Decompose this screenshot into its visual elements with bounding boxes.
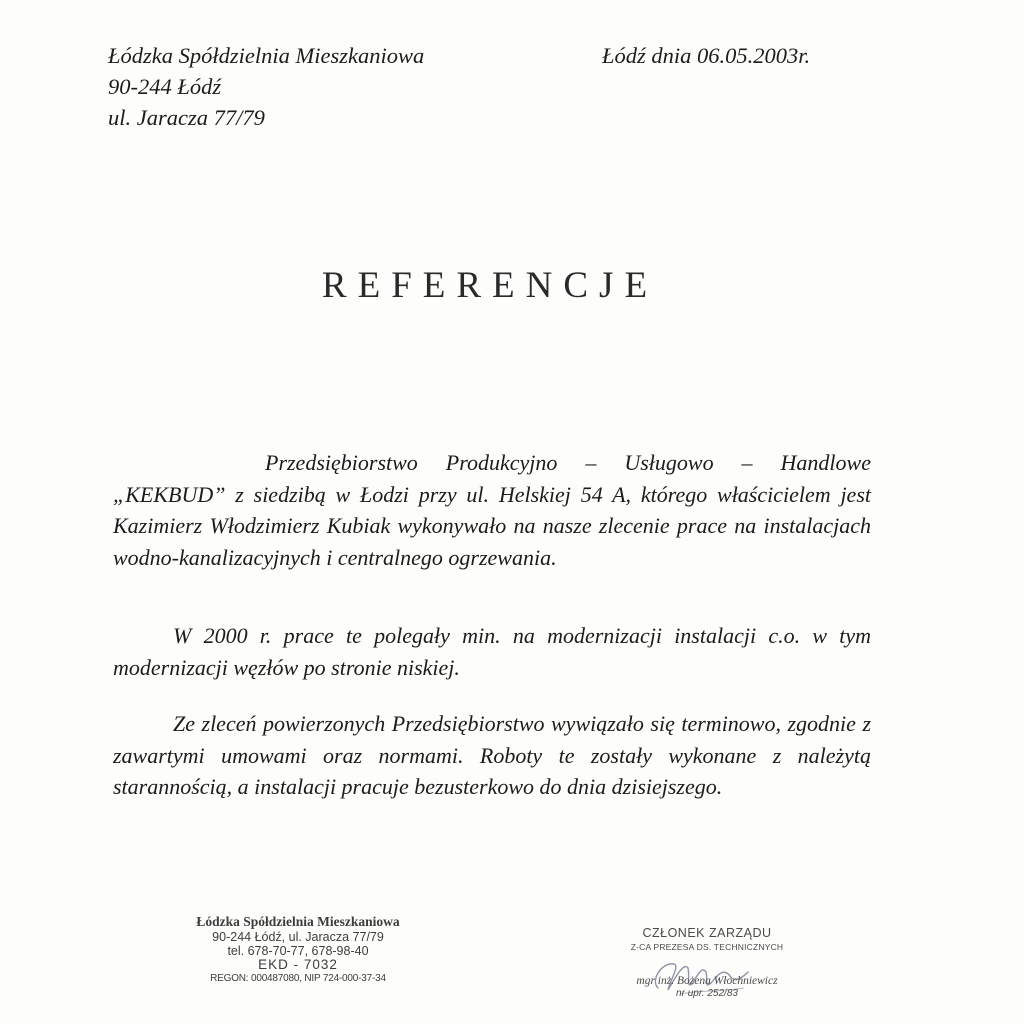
- stamp-regon: REGON: 000487080, NIP 724-000-37-34: [210, 973, 386, 984]
- signatory-role: CZŁONEK ZARZĄDU: [642, 926, 772, 940]
- sender-name: Łódzka Spółdzielnia Mieszkaniowa: [108, 43, 425, 68]
- paragraph-3-text: Ze zleceń powierzonych Przedsiębiorstwo wywiązało się terminowo, zgodnie z zawartymi umowami oraz normami. Roboty te zostały wykonane z należytą starannością, a instalacji pracuje bezusterkowo do dnia dzisiejszego.: [113, 711, 871, 799]
- stamp-ekd: EKD - 7032: [258, 957, 338, 972]
- body-paragraph-1: [113, 447, 871, 573]
- sender-street: ul. Jaracza 77/79: [108, 105, 265, 130]
- body-paragraph-3: [113, 708, 871, 803]
- sender-postal-city: 90-244 Łódź: [108, 74, 222, 99]
- signatory-name: mgr inż. Bożena Włochniewicz: [636, 975, 778, 987]
- signatory-subrole: Z-CA PREZESA DS. TECHNICZNYCH: [630, 942, 784, 952]
- company-stamp: [178, 914, 418, 986]
- document-title: REFERENCJE: [321, 265, 659, 306]
- paragraph-1-text: Przedsiębiorstwo Produkcyjno – Usługowo – Handlowe „KEKBUD” z siedzibą w Łodzi przy ul. Helskiej 54 A, którego właścicielem jest Kazimierz Włodzimierz Kubiak wykonywało na nasze zlecenie prace na instalacjach wodno-kanalizacyjnych i centralnego ogrzewania.: [113, 450, 871, 570]
- signatory-registration: nr upr. 252/83: [676, 988, 738, 999]
- signatory-stamp: [592, 926, 822, 1000]
- sender-block: [108, 40, 424, 133]
- stamp-phone: tel. 678-70-77, 678-98-40: [227, 944, 369, 958]
- stamp-company-name: Łódzka Spółdzielnia Mieszkaniowa: [196, 914, 400, 929]
- letter-date: Łódź dnia 06.05.2003r.: [602, 43, 811, 68]
- paragraph-2-text: W 2000 r. prace te polegały min. na modernizacji instalacji c.o. w tym modernizacji węzłów po stronie niskiej.: [113, 623, 871, 680]
- stamp-address: 90-244 Łódź, ul. Jaracza 77/79: [212, 930, 384, 944]
- body-paragraph-2: [113, 620, 871, 683]
